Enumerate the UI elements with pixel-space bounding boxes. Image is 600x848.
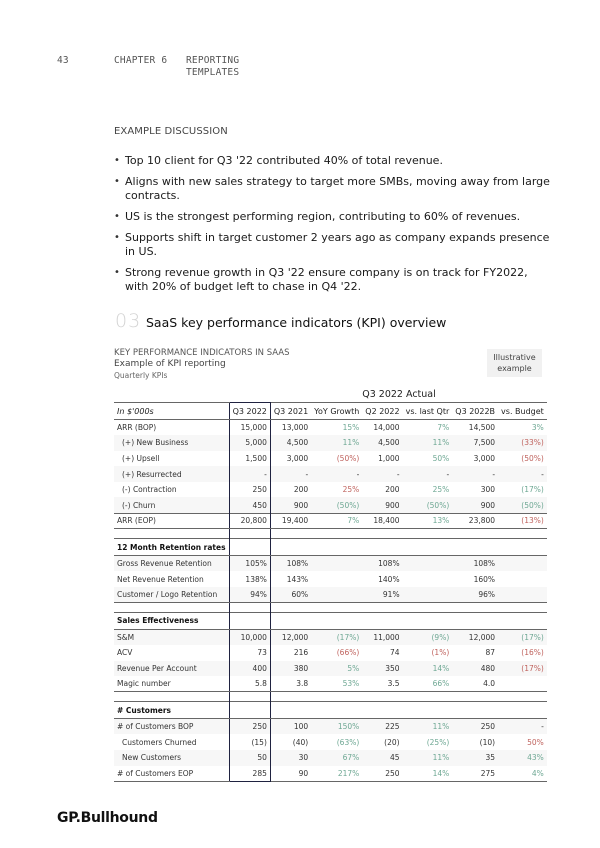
section-label: [186, 55, 239, 79]
cell-q3-2022: 50: [229, 750, 270, 766]
kpi-subheading: Example of KPI reporting: [114, 359, 226, 369]
row-label: Net Revenue Retention: [117, 574, 204, 584]
cell-q3-2022b: 12,000: [452, 629, 498, 645]
table-row: [114, 556, 547, 572]
table-row: [114, 451, 547, 467]
row-label: (-) Churn: [114, 497, 229, 513]
cell-yoy-growth: (17%): [311, 629, 362, 645]
cell-q3-2022: 138%: [229, 571, 270, 587]
row-label: (+) New Business: [114, 435, 229, 451]
cell-q3-2022b: 300: [480, 485, 496, 495]
cell-q3-2021: 108%: [270, 556, 311, 572]
row-label: New Customers: [114, 750, 229, 766]
spacer-cell: [311, 539, 362, 556]
cell-q2-2022: 250: [362, 766, 402, 782]
spacer-cell: [498, 702, 547, 719]
spacer-cell: [362, 612, 402, 629]
cell-q3-2022: 73: [229, 645, 270, 661]
cell-q3-2022b: 108%: [452, 556, 498, 572]
cell-q3-2022b: (10): [479, 737, 496, 747]
cell-yoy-growth: 53%: [311, 676, 362, 692]
spacer-cell: [452, 692, 498, 702]
table-row: [114, 750, 547, 766]
row-label: Revenue Per Account: [114, 661, 229, 677]
spacer-cell: [270, 702, 311, 719]
cell-q3-2022b: 23,800: [452, 513, 498, 529]
cell-yoy-growth: 15%: [342, 423, 360, 433]
spacer-cell: [362, 702, 402, 719]
cell-q3-2022b: 4.0: [452, 676, 498, 692]
table-row: [114, 513, 547, 529]
table-row: [114, 420, 547, 436]
cell-vs-last-qtr: (9%): [403, 629, 453, 645]
spacer-cell: [403, 556, 453, 572]
cell-vs-last-qtr: (25%): [426, 737, 450, 747]
table-row: [114, 645, 547, 661]
row-label: # of Customers BOP: [114, 719, 229, 735]
cell-yoy-growth: (50%): [311, 497, 362, 513]
cell-q2-2022: 900: [362, 497, 402, 513]
bullet-item: • Supports shift in target customer 2 years ago as company expands presence in US.: [114, 231, 554, 259]
cell-q2-2022: 108%: [362, 556, 402, 572]
spacer-cell: [362, 539, 402, 556]
spacer-cell: [498, 692, 547, 702]
section-header: # Customers: [114, 702, 229, 719]
kpi-table: [114, 402, 547, 782]
spacer-cell: [114, 692, 229, 702]
spacer-cell: [270, 529, 311, 539]
spacer-cell: [311, 692, 362, 702]
cell-q3-2022b: 480: [452, 661, 498, 677]
table-row: [114, 466, 547, 482]
bullet-item: • Aligns with new sales strategy to target more SMBs, moving away from large contracts.: [114, 175, 554, 203]
cell-q3-2021: (40): [292, 737, 309, 747]
spacer-cell: [229, 612, 270, 629]
col-header-units: In $'000s: [114, 403, 229, 420]
cell-q2-2022: 11,000: [362, 629, 402, 645]
table-row: [114, 692, 547, 702]
spacer-cell: [452, 529, 498, 539]
cell-vs-budget: (33%): [498, 435, 547, 451]
cell-vs-budget: -: [498, 466, 547, 482]
cell-q2-2022: 200: [385, 485, 400, 495]
table-row: [114, 661, 547, 677]
cell-q3-2022: 450: [229, 497, 270, 513]
section-header: Sales Effectiveness: [114, 612, 229, 629]
cell-q3-2022b: 14,500: [468, 423, 496, 433]
cell-q3-2022: 94%: [229, 587, 270, 603]
cell-q3-2021: 143%: [286, 574, 309, 584]
cell-vs-last-qtr: 11%: [403, 750, 453, 766]
cell-q3-2021: -: [270, 466, 311, 482]
cell-q3-2022: 285: [229, 766, 270, 782]
cell-q2-2022: 1,000: [378, 453, 400, 463]
cell-vs-budget: 3%: [531, 423, 544, 433]
cell-q3-2021: 13,000: [281, 423, 309, 433]
cell-yoy-growth: 150%: [311, 719, 362, 735]
badge-line2: example: [497, 364, 532, 373]
cell-vs-budget: 4%: [498, 766, 547, 782]
cell-q3-2022: 105%: [229, 556, 270, 572]
cell-q3-2022b: 35: [452, 750, 498, 766]
spacer-cell: [311, 571, 362, 587]
cell-vs-budget: -: [498, 719, 547, 735]
table-row: [114, 602, 547, 612]
row-label: # of Customers EOP: [114, 766, 229, 782]
table-row: [114, 719, 547, 735]
cell-q3-2022: 5.8: [229, 676, 270, 692]
cell-q3-2022b: 7,500: [452, 435, 498, 451]
col-header-yoy: YoY Growth: [311, 403, 362, 420]
cell-q2-2022: 350: [362, 661, 402, 677]
section-title: SaaS key performance indicators (KPI) overview: [146, 315, 447, 330]
spacer-cell: [498, 587, 547, 603]
spacer-cell: [229, 539, 270, 556]
spacer-cell: [498, 529, 547, 539]
cell-vs-budget: (16%): [521, 648, 544, 658]
cell-vs-last-qtr: 66%: [403, 676, 453, 692]
cell-yoy-growth: (63%): [336, 737, 360, 747]
cell-q2-2022: (20): [384, 737, 400, 747]
spacer-cell: [270, 692, 311, 702]
cell-vs-last-qtr: 13%: [403, 513, 453, 529]
spacer-cell: [498, 539, 547, 556]
cell-q3-2021: 3,000: [286, 453, 309, 463]
cell-q3-2021: 200: [293, 485, 309, 495]
kpi-heading-block: [114, 348, 290, 381]
spacer-cell: [498, 602, 547, 612]
spacer-cell: [311, 556, 362, 572]
spacer-cell: [114, 602, 229, 612]
col-header-vs-budget: vs. Budget: [498, 403, 547, 420]
gp-bullhound-logo: GP.Bullhound: [57, 810, 158, 826]
cell-yoy-growth: 11%: [311, 435, 362, 451]
table-row: [114, 734, 547, 750]
cell-vs-budget: (50%): [498, 497, 547, 513]
spacer-cell: [498, 556, 547, 572]
cell-vs-budget: (17%): [521, 485, 544, 495]
cell-q3-2022b: 3,000: [473, 453, 496, 463]
cell-q3-2021: 3.8: [270, 676, 311, 692]
cell-q3-2022: -: [229, 466, 270, 482]
cell-q3-2022: 250: [229, 719, 270, 735]
spacer-cell: [403, 571, 453, 587]
table-row: [114, 676, 547, 692]
cell-yoy-growth: 25%: [342, 485, 360, 495]
row-label: (-) Contraction: [122, 485, 177, 495]
spacer-cell: [229, 529, 270, 539]
cell-q2-2022: 140%: [378, 574, 400, 584]
cell-vs-last-qtr: 11%: [403, 719, 453, 735]
cell-yoy-growth: (50%): [336, 453, 360, 463]
cell-q3-2022b: 87: [485, 648, 496, 658]
cell-q3-2021: 216: [293, 648, 309, 658]
cell-vs-last-qtr: 25%: [432, 485, 450, 495]
cell-vs-last-qtr: (1%): [431, 648, 450, 658]
cell-q3-2022b: 160%: [473, 574, 496, 584]
table-body: [114, 420, 547, 782]
cell-q3-2021: 380: [270, 661, 311, 677]
row-label: ARR (EOP): [114, 513, 229, 529]
actual-label: Q3 2022 Actual: [362, 389, 436, 400]
spacer-cell: [270, 602, 311, 612]
spacer-cell: [498, 612, 547, 629]
table-row: [114, 629, 547, 645]
section-number: 03: [115, 310, 142, 332]
table-row: [114, 435, 547, 451]
page-number: 43: [57, 55, 69, 66]
table-row: [114, 587, 547, 603]
cell-q2-2022: 45: [362, 750, 402, 766]
cell-vs-budget: 50%: [527, 737, 544, 747]
spacer-cell: [403, 539, 453, 556]
spacer-cell: [403, 587, 453, 603]
cell-q3-2022b: 275: [452, 766, 498, 782]
discussion-title: EXAMPLE DISCUSSION: [114, 126, 228, 137]
row-label: S&M: [114, 629, 229, 645]
spacer-cell: [311, 702, 362, 719]
spacer-cell: [403, 612, 453, 629]
cell-q2-2022: 14,000: [373, 423, 400, 433]
spacer-cell: [403, 602, 453, 612]
cell-q3-2022b: 900: [452, 497, 498, 513]
bullet-item: • US is the strongest performing region, contributing to 60% of revenues.: [114, 210, 554, 224]
row-label: ACV: [117, 648, 133, 658]
cell-vs-budget: [498, 676, 547, 692]
cell-vs-last-qtr: 11%: [403, 435, 453, 451]
badge-line1: Illustrative: [493, 353, 536, 362]
col-header-q2-2022: Q2 2022: [362, 403, 402, 420]
cell-q3-2022: 250: [229, 482, 270, 498]
cell-q3-2022: (15): [229, 734, 270, 750]
cell-q2-2022: 225: [362, 719, 402, 735]
table-row: [114, 497, 547, 513]
cell-yoy-growth: 67%: [311, 750, 362, 766]
spacer-cell: [403, 702, 453, 719]
cell-vs-budget: 43%: [498, 750, 547, 766]
cell-vs-budget: (17%): [498, 629, 547, 645]
col-header-q3-2021: Q3 2021: [270, 403, 311, 420]
cell-yoy-growth: 217%: [311, 766, 362, 782]
cell-q3-2021: 60%: [270, 587, 311, 603]
discussion-bullets: [114, 154, 554, 301]
row-label: (+) Resurrected: [114, 466, 229, 482]
table-row: [114, 529, 547, 539]
section-label-line1: REPORTING: [186, 55, 240, 66]
spacer-cell: [270, 612, 311, 629]
row-label: Customer / Logo Retention: [114, 587, 229, 603]
col-header-vs-qtr: vs. last Qtr: [403, 403, 453, 420]
row-label: (+) Upsell: [122, 453, 160, 463]
cell-q3-2021: 100: [270, 719, 311, 735]
cell-vs-budget: (17%): [498, 661, 547, 677]
cell-q3-2021: 4,500: [270, 435, 311, 451]
cell-q3-2022: 400: [229, 661, 270, 677]
cell-q3-2022b: -: [452, 466, 498, 482]
cell-q2-2022: 74: [390, 648, 400, 658]
col-header-q3-2022b: Q3 2022B: [452, 403, 498, 420]
table-row: [114, 482, 547, 498]
kpi-caption: Quarterly KPIs: [114, 371, 168, 380]
spacer-cell: [498, 571, 547, 587]
cell-q3-2021: 90: [270, 766, 311, 782]
cell-q3-2022b: 250: [452, 719, 498, 735]
spacer-cell: [311, 529, 362, 539]
cell-vs-last-qtr: -: [403, 466, 453, 482]
cell-q3-2021: 12,000: [270, 629, 311, 645]
chapter-label: CHAPTER 6: [114, 55, 168, 66]
table-row: [114, 571, 547, 587]
cell-yoy-growth: (66%): [336, 648, 360, 658]
cell-q2-2022: -: [362, 466, 402, 482]
cell-q3-2022b: 96%: [452, 587, 498, 603]
bullet-item: • Top 10 client for Q3 '22 contributed 40% of total revenue.: [114, 154, 554, 168]
cell-q3-2021: 30: [270, 750, 311, 766]
cell-yoy-growth: 7%: [311, 513, 362, 529]
cell-q2-2022: 91%: [362, 587, 402, 603]
table-row: [114, 539, 547, 556]
spacer-cell: [311, 612, 362, 629]
spacer-cell: [452, 539, 498, 556]
spacer-cell: [403, 692, 453, 702]
spacer-cell: [452, 612, 498, 629]
table-row: [114, 766, 547, 782]
table-row: [114, 702, 547, 719]
cell-vs-budget: (50%): [521, 453, 544, 463]
bullet-item: • Strong revenue growth in Q3 '22 ensure company is on track for FY2022, with 20% of budget left to chase in Q4 '22.: [114, 266, 554, 294]
spacer-cell: [362, 529, 402, 539]
spacer-cell: [229, 692, 270, 702]
illustrative-badge: [487, 349, 542, 377]
cell-q3-2021: 900: [270, 497, 311, 513]
cell-vs-last-qtr: 14%: [403, 661, 453, 677]
spacer-cell: [452, 602, 498, 612]
spacer-cell: [270, 539, 311, 556]
cell-q3-2022: 1,500: [229, 451, 270, 467]
cell-q2-2022: 18,400: [362, 513, 402, 529]
cell-q3-2022: 5,000: [229, 435, 270, 451]
table-header-row: [114, 403, 547, 420]
spacer-cell: [452, 702, 498, 719]
cell-q3-2021: 19,400: [270, 513, 311, 529]
spacer-cell: [403, 529, 453, 539]
cell-q2-2022: 3.5: [362, 676, 402, 692]
cell-q3-2022: 15,000: [229, 420, 270, 436]
row-label: ARR (BOP): [117, 423, 157, 433]
kpi-heading: KEY PERFORMANCE INDICATORS IN SAAS: [114, 348, 290, 358]
spacer-cell: [362, 692, 402, 702]
cell-vs-last-qtr: 7%: [437, 423, 450, 433]
row-label: Gross Revenue Retention: [114, 556, 229, 572]
spacer-cell: [114, 529, 229, 539]
spacer-cell: [362, 602, 402, 612]
spacer-cell: [311, 602, 362, 612]
table-row: [114, 612, 547, 629]
cell-vs-budget: (13%): [498, 513, 547, 529]
cell-q2-2022: 4,500: [362, 435, 402, 451]
row-label: Customers Churned: [122, 737, 197, 747]
section-header: 12 Month Retention rates: [114, 539, 229, 556]
spacer-cell: [311, 587, 362, 603]
row-label: Magic number: [114, 676, 229, 692]
spacer-cell: [229, 702, 270, 719]
cell-q3-2022: 10,000: [229, 629, 270, 645]
cell-vs-last-qtr: (50%): [403, 497, 453, 513]
cell-vs-last-qtr: 50%: [432, 453, 450, 463]
cell-vs-last-qtr: 14%: [403, 766, 453, 782]
cell-yoy-growth: 5%: [311, 661, 362, 677]
col-header-q3-2022: Q3 2022: [229, 403, 270, 420]
spacer-cell: [229, 602, 270, 612]
cell-yoy-growth: -: [311, 466, 362, 482]
cell-q3-2022: 20,800: [229, 513, 270, 529]
section-label-line2: TEMPLATES: [186, 67, 240, 78]
